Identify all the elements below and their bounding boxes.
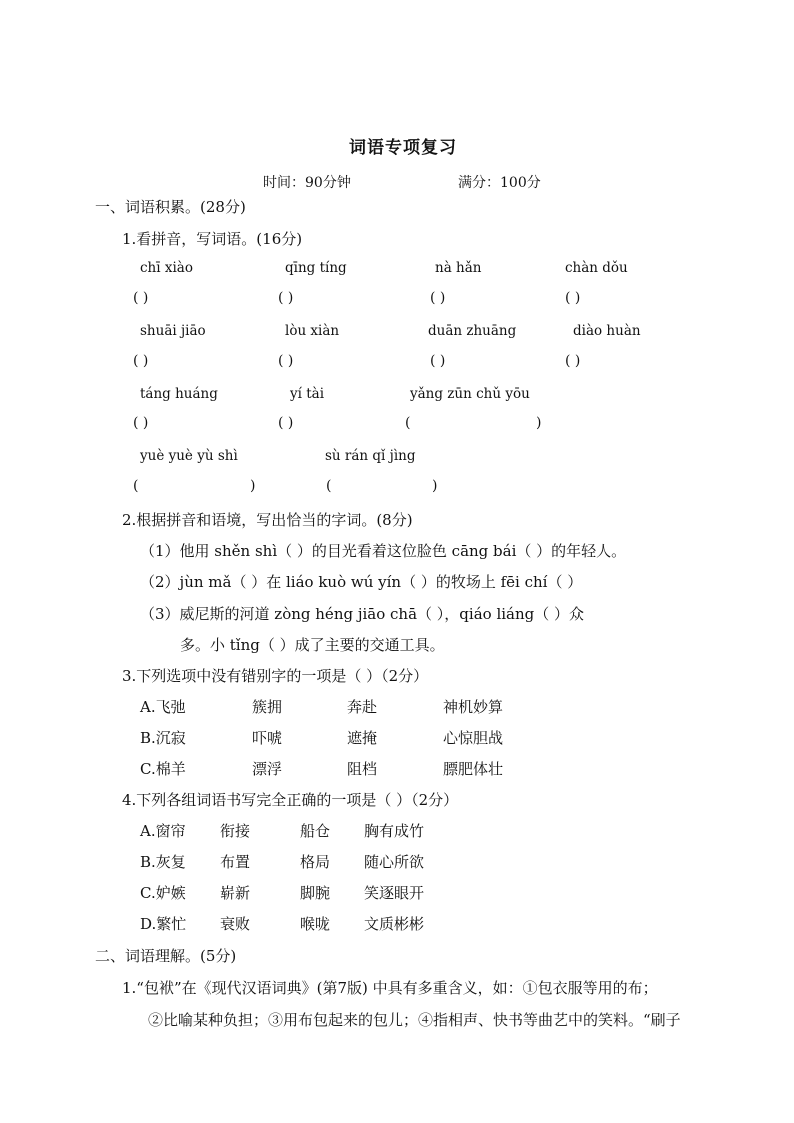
answer-blank-long-left[interactable]: ( (326, 478, 332, 494)
answer-blank-long-right[interactable]: ) (536, 415, 542, 431)
pinyin-item: yuè yuè yù shì (140, 448, 238, 464)
question-line: （3）威尼斯的河道 zòng héng jiāo chā（ ），qiáo liáng（ ）众 (140, 605, 585, 623)
question-line: 多。小 tǐng（ ）成了主要的交通工具。 (180, 636, 445, 654)
option-word: B.沉寂 (140, 729, 186, 747)
question-title: 1.看拼音，写词语。(16分) (122, 230, 303, 248)
pinyin-item: yí tài (290, 386, 325, 402)
option-word: A.飞弛 (140, 698, 186, 716)
answer-blank[interactable]: ( ) (430, 353, 446, 369)
option-word: 吓唬 (252, 729, 283, 747)
exam-time: 时间：90分钟 (263, 175, 351, 191)
answer-blank-long-right[interactable]: ) (432, 478, 438, 494)
option-word: 格局 (300, 853, 331, 871)
section-heading: 二、词语理解。(5分) (95, 947, 237, 965)
option-word: 心惊胆战 (443, 729, 504, 747)
pinyin-item: chī xiào (140, 260, 193, 276)
option-word: 船仓 (300, 822, 331, 840)
option-word: 奔赴 (347, 698, 378, 716)
option-word: 随心所欲 (364, 853, 425, 871)
option-word: 衔接 (220, 822, 251, 840)
option-word: B.灰复 (140, 853, 186, 871)
pinyin-item: duān zhuāng (428, 323, 517, 339)
answer-blank[interactable]: ( ) (278, 353, 294, 369)
answer-blank-long-left[interactable]: ( (133, 478, 139, 494)
option-word: 崭新 (220, 884, 251, 902)
option-word: 衰败 (220, 915, 251, 933)
option-word: 喉咙 (300, 915, 331, 933)
question-line: 1.“包袱”在《现代汉语词典》(第7版) 中具有多重含义，如：①包衣服等用的布； (122, 979, 658, 997)
answer-blank[interactable]: ( ) (278, 290, 294, 306)
option-word: 布置 (220, 853, 251, 871)
question-line: （2）jùn mǎ（ ）在 liáo kuò wú yín（ ）的牧场上 fēi chí（ ） (140, 573, 583, 591)
page-title: 词语专项复习 (349, 138, 457, 158)
pinyin-item: diào huàn (573, 323, 641, 339)
pinyin-item: chàn dǒu (565, 260, 628, 276)
option-word: 胸有成竹 (364, 822, 425, 840)
option-word: C.妒嫉 (140, 884, 186, 902)
option-word: C.棉羊 (140, 760, 186, 778)
section-heading: 一、词语积累。(28分) (95, 198, 246, 216)
pinyin-item: sù rán qǐ jìng (325, 448, 416, 464)
pinyin-item: nà hǎn (435, 260, 482, 276)
pinyin-item: táng huáng (140, 386, 218, 402)
question-title: 3.下列选项中没有错别字的一项是（ ）（2分） (122, 667, 429, 685)
answer-blank[interactable]: ( ) (565, 353, 581, 369)
option-word: 膘肥体壮 (443, 760, 504, 778)
answer-blank[interactable]: ( ) (278, 415, 294, 431)
answer-blank[interactable]: ( ) (430, 290, 446, 306)
answer-blank[interactable]: ( ) (133, 415, 149, 431)
question-title: 2.根据拼音和语境，写出恰当的字词。(8分) (122, 511, 413, 529)
pinyin-item: lòu xiàn (285, 323, 340, 339)
pinyin-item: qīng tíng (285, 260, 347, 276)
answer-blank-long-right[interactable]: ) (250, 478, 256, 494)
question-title: 4.下列各组词语书写完全正确的一项是（ ）（2分） (122, 791, 459, 809)
question-line: ②比喻某种负担；③用布包起来的包儿；④指相声、快书等曲艺中的笑料。“刷子 (148, 1011, 681, 1029)
option-word: 簇拥 (252, 698, 283, 716)
option-word: 神机妙算 (443, 698, 504, 716)
exam-full-score: 满分：100分 (458, 175, 541, 191)
option-word: 文质彬彬 (364, 915, 425, 933)
answer-blank[interactable]: ( ) (565, 290, 581, 306)
option-word: 脚腕 (300, 884, 331, 902)
question-line: （1）他用 shěn shì（ ）的目光看着这位脸色 cāng bái（ ）的年轻人。 (140, 542, 627, 560)
pinyin-item: yǎng zūn chǔ yōu (410, 386, 530, 402)
option-word: 遮掩 (347, 729, 378, 747)
option-word: 阻档 (347, 760, 378, 778)
option-word: 笑逐眼开 (364, 884, 425, 902)
answer-blank[interactable]: ( ) (133, 290, 149, 306)
answer-blank[interactable]: ( ) (133, 353, 149, 369)
option-word: D.繁忙 (140, 915, 187, 933)
answer-blank-long-left[interactable]: ( (405, 415, 411, 431)
option-word: A.窗帘 (140, 822, 186, 840)
option-word: 漂浮 (252, 760, 283, 778)
pinyin-item: shuāi jiāo (140, 323, 206, 339)
